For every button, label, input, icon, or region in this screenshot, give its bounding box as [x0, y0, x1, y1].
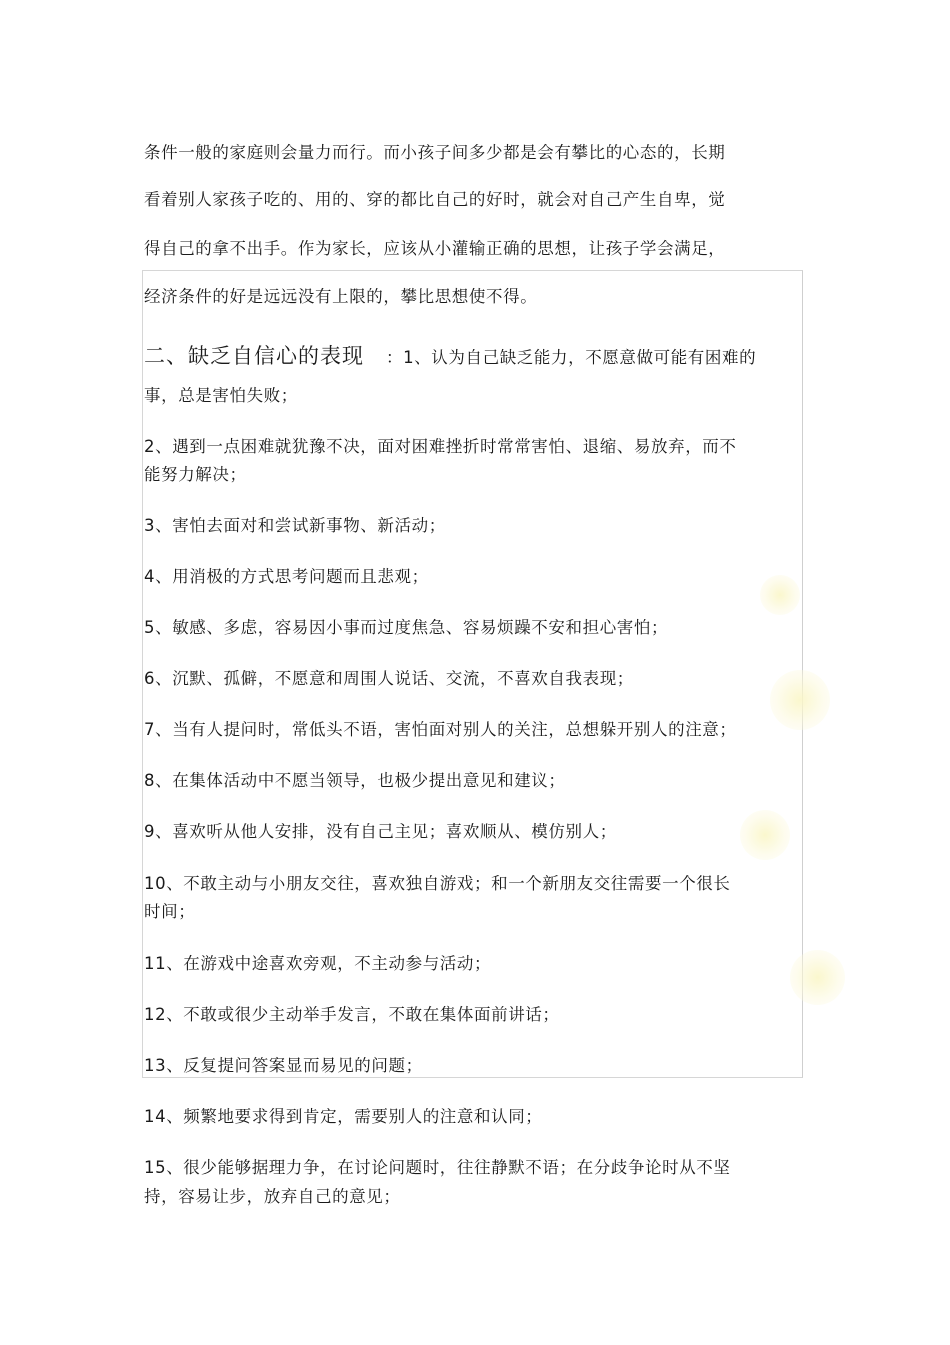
- intro-line: 看着别人家孩子吃的、用的、穿的都比自己的好时，就会对自己产生自卑，觉: [144, 190, 726, 209]
- section-heading-line: [144, 346, 756, 368]
- list-item: 8、在集体活动中不愿当领导，也极少提出意见和建议；: [144, 771, 566, 790]
- section-heading: 二、缺乏自信心的表现: [144, 344, 364, 368]
- section-heading-rest: ：1、认为自己缺乏能力，不愿意做可能有困难的: [386, 348, 757, 367]
- section-heading-cont: 事，总是害怕失败；: [144, 386, 298, 405]
- list-item: 9、喜欢听从他人安排，没有自己主见；喜欢顺从、模仿别人；: [144, 822, 617, 841]
- list-item-cont: 时间；: [144, 902, 196, 921]
- intro-line: 经济条件的好是远远没有上限的，攀比思想使不得。: [144, 287, 538, 306]
- intro-line: 条件一般的家庭则会量力而行。而小孩子间多少都是会有攀比的心态的，长期: [144, 143, 726, 162]
- list-item: 15、很少能够据理力争，在讨论问题时，往往静默不语；在分歧争论时从不坚: [144, 1158, 731, 1177]
- list-item-cont: 持，容易让步，放弃自己的意见；: [144, 1187, 401, 1206]
- background-blot: [790, 950, 845, 1005]
- list-item: 4、用消极的方式思考问题而且悲观；: [144, 567, 429, 586]
- list-item: 6、沉默、孤僻，不愿意和周围人说话、交流，不喜欢自我表现；: [144, 669, 634, 688]
- list-item: 5、敏感、多虑，容易因小事而过度焦急、容易烦躁不安和担心害怕；: [144, 618, 669, 637]
- list-item: 13、反复提问答案显而易见的问题；: [144, 1056, 423, 1075]
- list-item-cont: 能努力解决；: [144, 465, 247, 484]
- list-item: 12、不敢或很少主动举手发言，不敢在集体面前讲话；: [144, 1005, 560, 1024]
- background-blot: [770, 670, 830, 730]
- list-item: 14、频繁地要求得到肯定，需要别人的注意和认同；: [144, 1107, 543, 1126]
- intro-line: 得自己的拿不出手。作为家长，应该从小灌输正确的思想，让孩子学会满足，: [144, 239, 726, 258]
- list-item: 10、不敢主动与小朋友交往，喜欢独自游戏；和一个新朋友交往需要一个很长: [144, 874, 731, 893]
- background-blot: [760, 575, 800, 615]
- list-item: 11、在游戏中途喜欢旁观，不主动参与活动；: [144, 954, 492, 973]
- background-blot: [740, 810, 790, 860]
- list-item: 2、遇到一点困难就犹豫不决，面对困难挫折时常常害怕、退缩、易放弃，而不: [144, 437, 737, 456]
- list-item: 3、害怕去面对和尝试新事物、新活动；: [144, 516, 446, 535]
- list-item: 7、当有人提问时，常低头不语，害怕面对别人的关注，总想躲开别人的注意；: [144, 720, 737, 739]
